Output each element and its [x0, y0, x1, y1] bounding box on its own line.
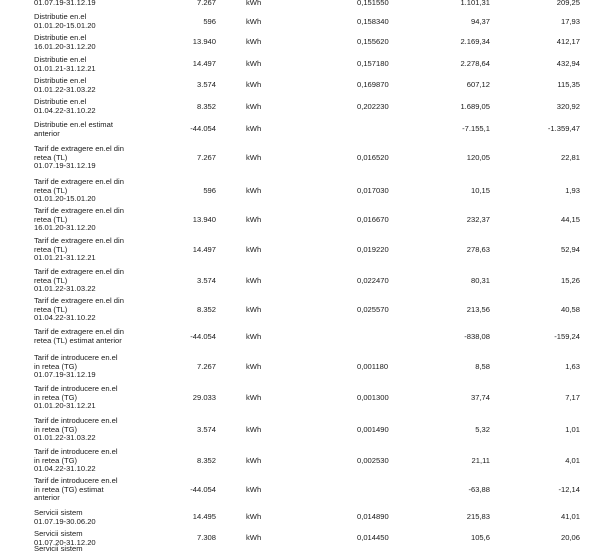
row-vat: 17,93	[560, 16, 580, 26]
row-description: Distributie en.el 01.01.21-31.12.21	[34, 54, 96, 73]
row-value: 2.278,64	[460, 59, 490, 69]
row-unit: kWh	[246, 392, 262, 402]
row-unit: kWh	[246, 59, 262, 69]
row-unit: kWh	[246, 0, 262, 7]
row-unit: kWh	[246, 533, 262, 543]
table-row	[0, 296, 608, 324]
row-description: Tarif de introducere en.el in retea (TG) 01.01.22-31.03.22	[34, 415, 118, 443]
row-vat: 432,94	[556, 59, 580, 69]
row-unit-price: 0,016520	[357, 152, 389, 162]
row-quantity: -44.054	[190, 484, 216, 494]
row-value: 10,15	[470, 185, 490, 195]
row-unit: kWh	[246, 512, 262, 522]
table-row	[0, 447, 608, 475]
table-row	[0, 476, 608, 504]
row-description: Tarif de extragere en.el din retea (TL) 01.07.19-31.12.19	[34, 143, 124, 171]
row-description: Distributie en.el 01.01.22-31.03.22	[34, 75, 96, 94]
row-vat: -12,14	[558, 484, 580, 494]
row-unit: kWh	[246, 424, 262, 434]
row-value: 232,37	[466, 214, 490, 224]
row-description: Tarif de introducere en.el in retea (TG) 01.01.20-31.12.21	[34, 383, 118, 411]
row-vat: 52,94	[560, 244, 580, 254]
row-quantity: 8.352	[196, 304, 216, 314]
row-vat: 22,81	[560, 152, 580, 162]
row-quantity: 14.497	[192, 59, 216, 69]
row-quantity: 3.574	[196, 275, 216, 285]
row-unit-price: 0,016670	[357, 214, 389, 224]
row-vat: 44,15	[560, 214, 580, 224]
row-quantity: 596	[203, 185, 216, 195]
row-quantity: 7.267	[196, 152, 216, 162]
table-row	[0, 236, 608, 264]
row-description: Tarif de extragere en.el din retea (TL) 01.04.22-31.10.22	[34, 295, 124, 323]
table-row	[0, 177, 608, 205]
row-value: -838,08	[464, 331, 490, 341]
row-unit: kWh	[246, 455, 262, 465]
table-row	[0, 206, 608, 234]
row-description: Distributie en.el 01.04.22-31.10.22	[34, 97, 96, 115]
row-quantity: 8.352	[196, 101, 216, 111]
row-vat: 4,01	[565, 455, 580, 465]
row-unit: kWh	[246, 244, 262, 254]
row-vat: 1,01	[565, 424, 580, 434]
row-unit-price: 0,019220	[357, 244, 389, 254]
table-row	[0, 267, 608, 295]
row-description: Tarif de extragere en.el din retea (TL) 16.01.20-31.12.20	[34, 205, 124, 233]
row-vat: 1,93	[565, 185, 580, 195]
row-description: Tarif de introducere en.el in retea (TG) estimat anterior	[34, 475, 118, 503]
row-value: 105,6	[470, 533, 490, 543]
row-quantity: 14.495	[192, 512, 216, 522]
table-row	[0, 507, 608, 528]
row-value: 94,37	[470, 16, 490, 26]
row-quantity: 14.497	[192, 244, 216, 254]
row-unit-price: 0,158340	[357, 16, 389, 26]
row-value: 2.169,34	[460, 37, 490, 47]
row-vat: 40,58	[560, 304, 580, 314]
table-row	[0, 353, 608, 381]
table-row	[0, 416, 608, 444]
row-unit: kWh	[246, 185, 262, 195]
row-quantity: 13.940	[192, 37, 216, 47]
row-description: Tarif de extragere en.el din retea (TL) 01.01.21-31.12.21	[34, 235, 124, 263]
row-unit: kWh	[246, 304, 262, 314]
row-quantity: 596	[203, 16, 216, 26]
row-unit: kWh	[246, 37, 262, 47]
row-quantity: 29.033	[192, 392, 216, 402]
table-row	[0, 97, 608, 117]
row-vat: 15,26	[560, 275, 580, 285]
row-value: 37,74	[470, 392, 490, 402]
row-unit: kWh	[246, 214, 262, 224]
row-description: Tarif de extragere en.el din retea (TL) estimat anterior	[34, 327, 124, 345]
row-quantity: 7.308	[196, 533, 216, 543]
row-description: Tarif de extragere en.el din retea (TL) 01.01.20-15.01.20	[34, 176, 124, 204]
row-vat: 7,17	[565, 392, 580, 402]
row-unit-price: 0,025570	[357, 304, 389, 314]
row-unit: kWh	[246, 331, 262, 341]
table-row	[0, 76, 608, 95]
row-quantity: -44.054	[190, 124, 216, 134]
table-row	[0, 328, 608, 346]
row-vat: 412,17	[556, 37, 580, 47]
row-unit-price: 0,014450	[357, 533, 389, 543]
row-unit-price: 0,001490	[357, 424, 389, 434]
row-value: 21,11	[471, 455, 490, 465]
table-row	[0, 144, 608, 172]
row-unit: kWh	[246, 101, 262, 111]
row-value: 120,05	[466, 152, 490, 162]
row-value: 8,58	[475, 361, 490, 371]
row-quantity: -44.054	[190, 331, 216, 341]
row-value: -63,88	[468, 484, 490, 494]
row-unit-price: 0,001180	[357, 361, 389, 371]
row-description: Servicii sistem 01.07.20-31.12.20	[34, 528, 96, 547]
row-unit: kWh	[246, 124, 262, 134]
table-row	[0, 12, 608, 32]
row-description: Tarif de introducere en.el in retea (TG) 01.07.19-31.12.19	[34, 352, 118, 380]
row-unit: kWh	[246, 152, 262, 162]
row-unit-price: 0,155620	[357, 37, 389, 47]
table-row	[0, 0, 608, 8]
row-vat: 20,06	[560, 533, 580, 543]
row-unit-price: 0,169870	[357, 80, 389, 90]
table-row	[0, 528, 608, 549]
row-vat: 209,25	[556, 0, 580, 7]
row-quantity: 13.940	[192, 214, 216, 224]
row-unit-price: 0,001300	[357, 392, 389, 402]
row-quantity: 7.267	[196, 361, 216, 371]
row-quantity: 7.267	[196, 0, 216, 7]
row-value: 80,31	[470, 275, 490, 285]
row-unit: kWh	[246, 16, 262, 26]
row-vat: -159,24	[554, 331, 580, 341]
row-vat: 115,35	[557, 80, 580, 90]
table-row	[0, 120, 608, 139]
row-value: -7.155,1	[462, 124, 490, 134]
row-unit: kWh	[246, 484, 262, 494]
row-unit-price: 0,002530	[357, 455, 389, 465]
row-value: 607,12	[466, 80, 490, 90]
row-vat: 320,92	[556, 101, 580, 111]
row-description: Tarif de extragere en.el din retea (TL) 01.01.22-31.03.22	[34, 266, 124, 294]
row-unit-price: 0,022470	[357, 275, 389, 285]
row-quantity: 3.574	[196, 80, 216, 90]
row-unit-price: 0,202230	[357, 101, 389, 111]
row-unit-price: 0,157180	[357, 59, 389, 69]
row-unit: kWh	[246, 361, 262, 371]
row-unit-price: 0,014890	[357, 512, 389, 522]
row-value: 1.689,05	[460, 101, 490, 111]
row-value: 5,32	[475, 424, 490, 434]
row-value: 213,56	[466, 304, 490, 314]
row-value: 215,83	[466, 512, 490, 522]
table-row	[0, 384, 608, 412]
row-quantity: 8.352	[196, 455, 216, 465]
row-description: Distributie en.el 16.01.20-31.12.20	[34, 32, 96, 51]
row-quantity: 3.574	[196, 424, 216, 434]
row-value: 278,63	[466, 244, 490, 254]
clipped-bottom-text: Servicii sistem	[34, 544, 83, 554]
table-row	[0, 32, 608, 53]
row-description: Tarif de introducere en.el in retea (TG) 01.04.22-31.10.22	[34, 446, 118, 474]
row-unit: kWh	[246, 275, 262, 285]
row-unit: kWh	[246, 80, 262, 90]
row-vat: 41,01	[560, 512, 580, 522]
row-description: 01.07.19-31.12.19	[34, 0, 96, 7]
row-value: 1.101,31	[460, 0, 490, 7]
row-description: Servicii sistem 01.07.19-30.06.20	[34, 507, 96, 526]
clipped-bottom-row	[34, 544, 169, 554]
row-vat: 1,63	[565, 361, 580, 371]
row-unit-price: 0,151550	[357, 0, 389, 7]
table-row	[0, 55, 608, 74]
row-description: Distributie en.el estimat anterior	[34, 119, 113, 138]
row-description: Distributie en.el 01.01.20-15.01.20	[34, 12, 96, 30]
row-vat: -1.359,47	[547, 124, 580, 134]
row-unit-price: 0,017030	[357, 185, 389, 195]
